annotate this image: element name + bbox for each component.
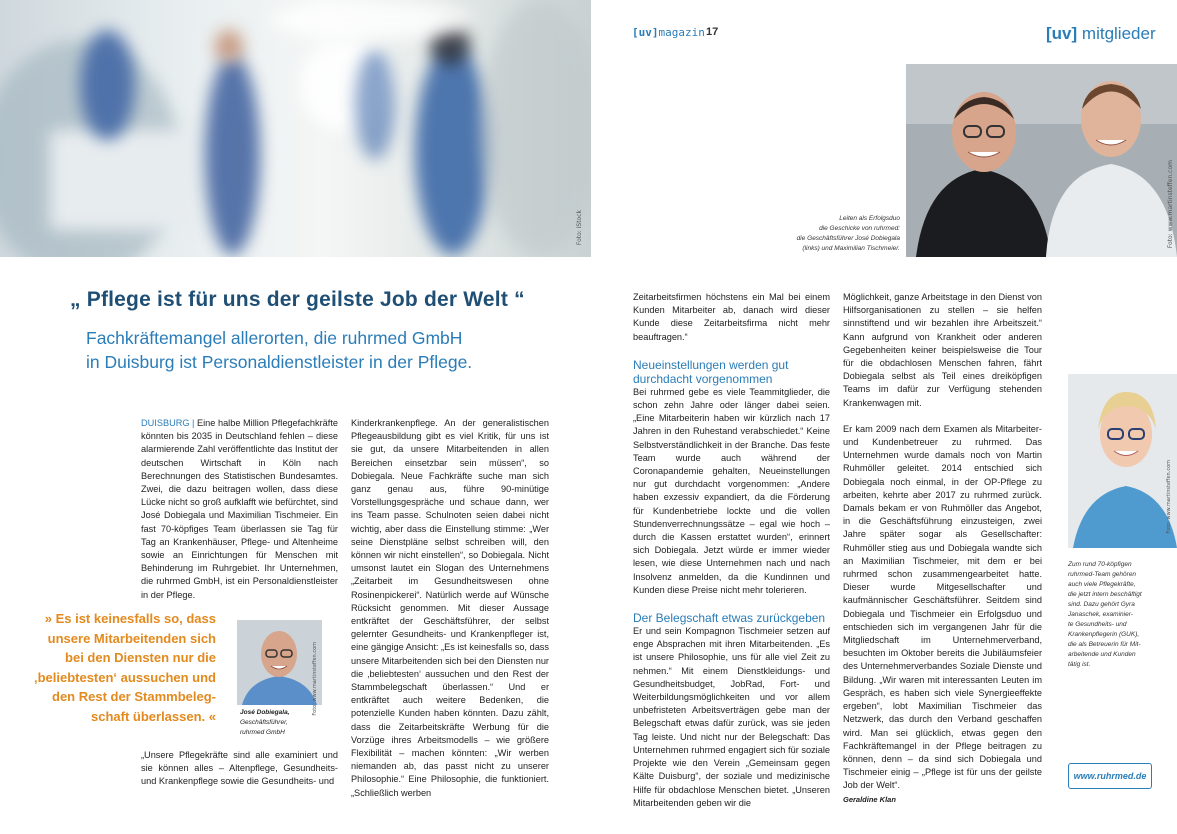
dateline: DUISBURG |	[141, 418, 195, 428]
caption-line: ruhrmed-Team gehören	[1068, 571, 1137, 578]
page-number: 17	[706, 26, 719, 38]
dobiegala-portrait-credit: Foto: www.martinsteffen.com	[312, 642, 318, 716]
dobiegala-caption	[240, 708, 350, 738]
paragraph: Er kam 2009 nach dem Examen als Mitarbeiter- und Kundenbetreuer zu ruhrmed. Das Unternehmen wurde damals noch von Martin Ruhmöller geleitet. 2014 entschied sich Dobiegala noch einmal, in der OP-Pflege zu arbeiten, kehrte aber 2017 zu ruhrmed zurück. Damals bekam er von Ruhmöller das Angebot, in die Geschäftsführung einzusteigen, zwei Jahre später sogar als Gesellschafter: Ruhmöller stieg aus und Dobiegala wandte sich an Maximilian Tischmeier, mit dem er bei ruhrmed schon zusammengearbeitet hatte. Dieser wurde Mitgesellschafter und kaufmännischer Geschäftsführer. Seitdem sind Dobiegala und Tischmeier ein Erfolgsduo und entschieden sich im vergangenen Jahr für die Mitgliedschaft im Unternehmerverband, besuchten im Oktober bereits die Jubiläumsfeier des Unternehmerverbandes Soziale Dienste und Bildung. „Wir waren mit interessanten Leuten im Gespräch, es haben sich viele Synergieeffekte ergeben“, lobt Maximilian Tischmeier das Netzwerk, das durch den Verband geschaffen wird. Man sei glücklich, etwas gegen den Fachkräftemangel in der Pflege beitragen zu können, denn – da sind sich Dobiegala und Tischmeier einig – „Pflege ist für uns der geilste Job der Welt“.	[843, 423, 1042, 791]
caption-line: arbeitende und Kunden	[1068, 651, 1136, 658]
duo-photo-caption	[730, 214, 900, 254]
column-4	[843, 291, 1042, 806]
caption-line: sind. Dazu gehört Gyra	[1068, 601, 1135, 608]
dobiegala-portrait	[237, 620, 322, 705]
section-label	[1046, 24, 1156, 44]
paragraph: Kinderkrankenpflege. An der generalistischen Pflegeausbildung gibt es viel Kritik, für uns ist sie gut, da unsere Mitarbeitenden in allen Bereichen einsetzbar sein müssen“, so Dobiegala. Neue Fachkräfte suche man sich ganz genau aus, führe 90-minütige Vorstellungsgespräche und schaue dann, wer ins Team passe. Schulnoten seien dabei nicht wichtig, aber dass die Einstellung stimme: „Wer seine Dienstpläne selbst schreiben will, den können wir nicht einstellen“, so Dobiegala. Nicht umsonst lautet ein Slogan des Unternehmens „Zeitarbeit im Gesundheitswesen ohne Rosinenpickerei“. Natürlich werde auf Wünsche Rücksicht genommen. Mit dieser Aussage entkräftet der Geschäftsführer, der selbst gelernter Gesundheits- und Krankenpfleger ist, eine gängige Ansicht: „Es ist keinesfalls so, dass unsere Mitarbeitenden sich bei den Diensten nur die ‚beliebtesten‘ aussuchen und den Rest der Stammbelegschaft überlassen.“ Und er entkräftet auch weitere Bedenken, die potenzielle Kunden haben könnten. Dazu zählt, dass die Zeitarbeitskräfte Werbung für die Vorzüge ihres Arbeitsmodells – wie größere Flexibilität – machen könnten: „Wir werben niemanden ab, das passt nicht zu unserer Philosophie.“ Eine Philosophie, die funktioniert. „Schließlich werben	[351, 418, 549, 798]
duo-photo-illustration	[906, 64, 1177, 257]
caption-line: te Gesundheits- und	[1068, 621, 1127, 628]
janaschek-portrait	[1068, 374, 1177, 548]
article-headline: „ Pflege ist für uns der geilste Job der Welt “	[70, 288, 525, 311]
janaschek-portrait-credit: Foto: www.martinsteffen.com	[1166, 460, 1172, 534]
caption-line: tätig ist.	[1068, 661, 1091, 668]
paragraph: Er und sein Kompagnon Tischmeier setzen auf enge Absprachen mit ihren Mitarbeitenden. „Es ist unsere Philosophie, uns für alle viel Zeit zu nehmen.“ Mit einem Dienstkleidungs- und Gesundheitsbudget, JobRad, Fort- und Weiterbildungsmöglichkeiten und vor allem unbefristeten Arbeitsverträgen gebe man der Belegschaft etwas dafür zurück, was sie jeden Tag leiste. Und nicht nur der Belegschaft: Das Unternehmen ruhrmed engagiert sich für soziale Projekte wie den Verein „Gemeinsam gegen Kälte Duisburg“, der soziale und medizinische Hilfe für obdachlose Menschen bietet. „Unseren Mitarbeitenden geben wir die	[633, 626, 830, 808]
pull-quote: » Es ist keinesfalls so, dass unsere Mitarbeitenden sich bei den Diensten nur die ‚beliebtesten‘ aussuchen und den Rest der Stammbeleg-schaft überlassen. «	[33, 611, 216, 724]
column-3	[633, 291, 830, 810]
website-link[interactable]: www.ruhrmed.de	[1068, 763, 1152, 789]
magazine-brand: [uv]	[632, 26, 659, 39]
caption-line: Janaschek, examinier-	[1068, 611, 1133, 618]
caption-line: die jetzt intern beschäftigt	[1068, 591, 1142, 598]
article-subhead	[86, 326, 536, 374]
paragraph: Eine halbe Million Pflegefachkräfte könnten bis 2035 in Deutschland fehlen – diese alarmierende Zahl veröffentlichte das Institut der deutschen Wirtschaft in Köln nach Berechnungen des Statistischen Bundesamtes. Zwei, die dazu beitragen wollen, dass diese Lücke nicht so groß aufklafft wie befürchtet, sind José Dobiegala und Maximilian Tischmeier. Ein fast 70-köpfiges Team überlassen sie Tag für Tag an Krankenhäuser, Pflege- und Altenheime sowie an Einrichtungen für Menschen mit Behinderung im Ruhrgebiet. Ihr Unternehmen, die ruhrmed GmbH, ist ein Personaldienstleister in der Pflege.	[141, 418, 338, 600]
paragraph: Möglichkeit, ganze Arbeitstage in den Dienst von Hilfsorganisationen zu stellen – sie helfen sinnstiftend und wir bezahlen ihre Arbeitszeit.“ Kann aufgrund von Krankheit oder anderen Gegebenheiten keiner beispielsweise die Tour für die obdachlosen Menschen fahren, fährt Dobiegala selbst als Teil eines dreiköpfigen Teams im dafür zur Verfügung stehenden Krankenwagen mit.	[843, 292, 1042, 408]
magazine-label	[632, 26, 705, 39]
janaschek-caption	[1068, 560, 1176, 670]
duo-photo	[906, 64, 1177, 257]
paragraph: „Unsere Pflegekräfte sind alle examiniert und sie können alles – Altenpflege, Gesundheits- und Krankenpflege sowie die Gesundheits- und	[141, 750, 338, 787]
section-word: mitglieder	[1081, 24, 1156, 43]
caption-line: Geschäftsführer,	[240, 719, 288, 726]
caption-line: José Dobiegala,	[240, 709, 290, 716]
hero-photo-credit: Foto: iStock	[576, 210, 583, 246]
portrait-illustration	[1068, 374, 1177, 548]
caption-line: Leiten als Erfolgsduo	[839, 215, 900, 222]
column-1	[141, 417, 338, 602]
caption-line: ruhrmed GmbH	[240, 729, 285, 736]
section-heading-2: Der Belegschaft etwas zurückgeben	[633, 611, 826, 626]
caption-line: die Geschäftsführer José Dobiegala	[796, 235, 900, 242]
caption-line: die als Betreuerin für Mit-	[1068, 641, 1141, 648]
portrait-illustration	[237, 620, 322, 705]
subhead-line: Fachkräftemangel allerorten, die ruhrmed GmbH	[86, 328, 463, 348]
paragraph: Zeitarbeitsfirmen höchstens ein Mal bei einem Kunden Mitarbeiter ab, danach wird dieser Kunde diese Zeitarbeitsfirma nicht mehr beauftragen.“	[633, 292, 830, 342]
magazine-word: magazin	[658, 26, 705, 39]
column-1-intro	[141, 417, 338, 602]
caption-line: Krankenpflegerin (GUK),	[1068, 631, 1140, 638]
duo-photo-credit: Foto: www.martinsteffen.com	[1167, 160, 1174, 249]
section-brand: [uv]	[1046, 24, 1078, 43]
caption-line: die Geschicke von ruhrmed:	[819, 225, 900, 232]
column-1-continued	[141, 749, 338, 789]
heading-line: Neueinstellungen werden gut	[633, 357, 789, 372]
column-2	[351, 417, 549, 800]
section-heading-1	[633, 358, 830, 386]
caption-line: (links) und Maximilian Tischmeier.	[802, 245, 900, 252]
caption-line: Zum rund 70-köpfigen	[1068, 561, 1132, 568]
caption-line: auch viele Pflegekräfte,	[1068, 581, 1136, 588]
hero-photo	[0, 0, 591, 257]
heading-line: durchdacht vorgenommen	[633, 371, 773, 386]
subhead-line: in Duisburg ist Personaldienstleister in der Pflege.	[86, 352, 473, 372]
article-author: Geraldine Klan	[843, 794, 896, 804]
paragraph: Bei ruhrmed gebe es viele Teammitglieder, die schon zehn Jahre oder länger dabei seien. „Eine Mitarbeiterin haben wir kürzlich nach 17 Jahren in den Ruhestand verabschiedet.“ Keine Selbstverständlichkeit in der Branche. Das feste Team wurde auch während der Coronapandemie gehalten, Neueinstellungen nur gut durchdacht vorgenommen: „Andere haben exzessiv expandiert, da die Förderung für Kundenbetriebe lockte und die vollen Stundenverrechnungssätze – egal wie hoch – durch die Kassen erstattet wurden“, erinnert sich Dobiegala. Jetzt würde er immer wieder lesen, wie diese Unternehmen nach und nach Insolvenz anmelden, da die Kundinnen und Kunden diese Preise nicht mehr tolerieren.	[633, 386, 830, 595]
